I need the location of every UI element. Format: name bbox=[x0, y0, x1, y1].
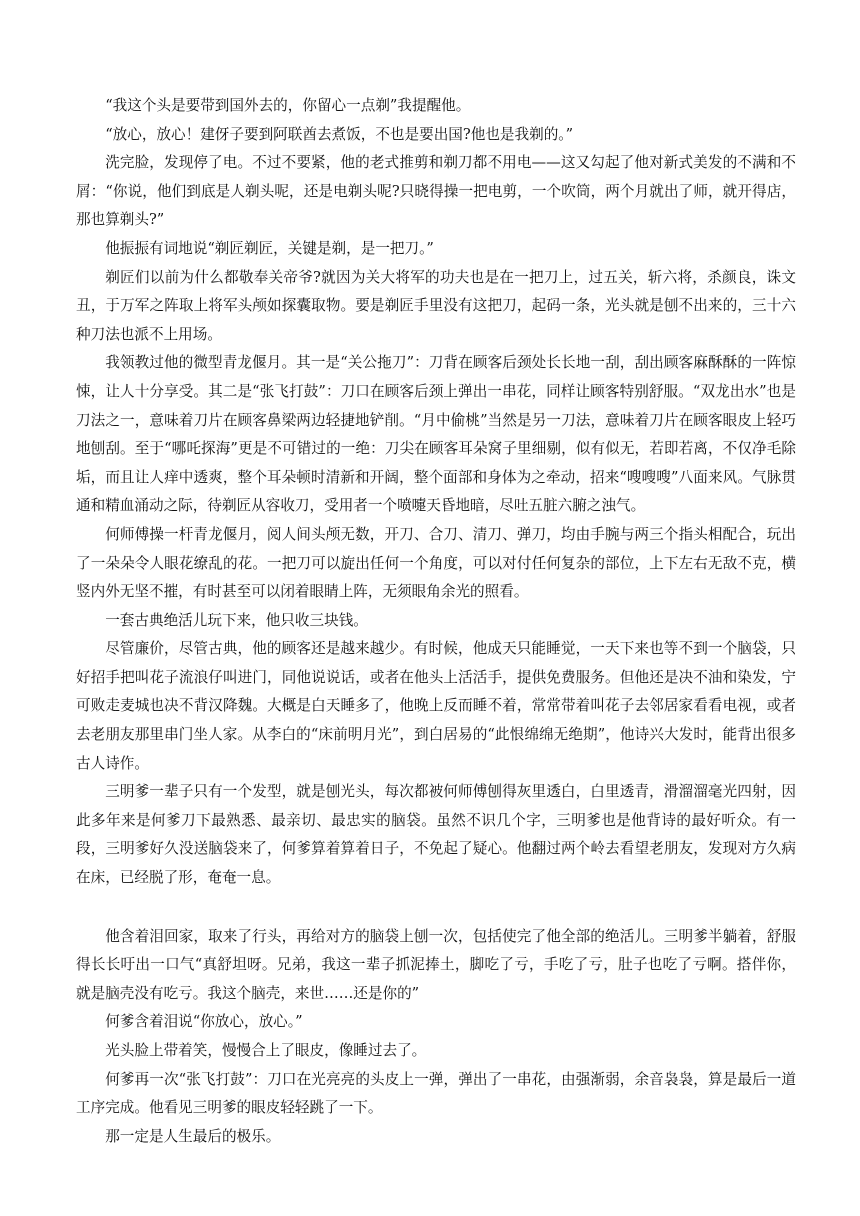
paragraph: 他含着泪回家，取来了行头，再给对方的脑袋上刨一次，包括使完了他全部的绝活儿。三明爹半躺着，舒服得长长吁出一口气“真舒坦呀。兄弟，我这一辈子抓泥捧土，脚吃了亏，手吃了亏，肚子也吃了亏啊。搭伴你，就是脑壳没有吃亏。我这个脑壳，来世……还是你的” bbox=[76, 927, 796, 1002]
paragraph: “我这个头是要带到国外去的，你留心一点剃”我提醒他。 bbox=[105, 97, 471, 114]
paragraph: 何爹含着泪说“你放心，放心。” bbox=[105, 1013, 303, 1031]
paragraph: 我领教过他的微型青龙偃月。其一是“关公拖刀”：刀背在顾客后颈处长长地一刮，刮出顾客麻酥酥的一阵惊悚，让人十分享受。其二是“张飞打鼓”：刀口在顾客后颈上弹出一串花，同样让顾客特别舒服。“双龙出水”也是刀法之一，意味着刀片在顾客鼻梁两边轻捷地铲削。“月中偷桃”当然是另一刀法，意味着刀片在顾客眼皮上轻巧地刨刮。至于“哪吒探海”更是不可错过的一绝：刀尖在顾客耳朵窝子里细剔，似有似无，若即若离，不仅净毛除垢，而且让人痒中透爽，整个耳朵顿时清新和开阔，整个面部和身体为之牵动，招来“嗖嗖嗖”八面来风。气脉贯通和精血涌动之际，待剃匠从容收刀，受用者一个喷嚏天昏地暗，尽吐五脏六腑之浊气。 bbox=[76, 354, 796, 515]
paragraph: 三明爹一辈子只有一个发型，就是刨光头，每次都被何师傅刨得灰里透白，白里透青，滑溜溜毫光四射，因此多年来是何爹刀下最熟悉、最亲切、最忠实的脑袋。虽然不识几个字，三明爹也是他背诗的最好听众。有一段，三明爹好久没送脑袋来了，何爹算着算着日子，不免起了疑心。他翻过两个岭去看望老朋友，发现对方久病在床，已经脱了形，奄奄一息。 bbox=[76, 783, 796, 887]
paragraph: 何爹再一次“张飞打鼓”：刀口在光亮亮的头皮上一弹，弹出了一串花，由强渐弱，余音袅袅，算是最后一道工序完成。他看见三明爹的眼皮轻轻跳了一下。 bbox=[76, 1070, 796, 1117]
paragraph: 一套古典绝活儿玩下来，他只收三块钱。 bbox=[105, 611, 368, 629]
paragraph: 尽管廉价，尽管古典，他的顾客还是越来越少。有时候，他成天只能睡觉，一天下来也等不到一个脑袋，只好招手把叫花子流浪仔叫进门，同他说说话，或者在他头上活活手，提供免费服务。但他还是决不油和染发，宁可败走麦城也决不背汉降魏。大概是白天睡多了，他晚上反而睡不着，常常带着叫花子去邻居家看看电视，或者去老朋友那里串门坐人家。从李白的“床前明月光”，到白居易的“此恨绵绵无绝期”，他诗兴大发时，能背出很多古人诗作。 bbox=[76, 640, 796, 772]
paragraph: “放心，放心！建伢子要到阿联酋去煮饭，不也是要出国?他也是我剃的。” bbox=[105, 125, 574, 143]
paragraph: 何师傅操一杆青龙偃月，阅人间头颅无数，开刀、合刀、清刀、弹刀，均由手腕与两三个指头相配合，玩出了一朵朵令人眼花缭乱的花。一把刀可以旋出任何一个角度，可以对付任何复杂的部位，上下左右无敌不克，横竖内外无坚不摧，有时甚至可以闭着眼睛上阵，无须眼角余光的照看。 bbox=[76, 525, 796, 601]
paragraph: 他振振有词地说“剃匠剃匠，关键是剃，是一把刀。” bbox=[105, 239, 434, 257]
paragraph: 那一定是人生最后的极乐。 bbox=[105, 1127, 281, 1145]
paragraph: 光头脸上带着笑，慢慢合上了眼皮，像睡过去了。 bbox=[105, 1042, 427, 1059]
paragraph: 剃匠们以前为什么都敬奉关帝爷?就因为关大将军的功夫也是在一把刀上，过五关，斩六将，杀颜良，诛文丑，于万军之阵取上将军头颅如探囊取物。要是剃匠手里没有这把刀，起码一条，光头就是刨不出来的，三十六种刀法也派不上用场。 bbox=[76, 268, 796, 343]
article-body bbox=[76, 92, 796, 1151]
paragraph: 洗完脸，发现停了电。不过不要紧，他的老式推剪和剃刀都不用电——这又勾起了他对新式美发的不满和不屑：“你说，他们到底是人剃头呢，还是电剃头呢?只晓得操一把电剪，一个吹筒，两个月就出了师，就开得店，那也算剃头?” bbox=[76, 154, 796, 229]
